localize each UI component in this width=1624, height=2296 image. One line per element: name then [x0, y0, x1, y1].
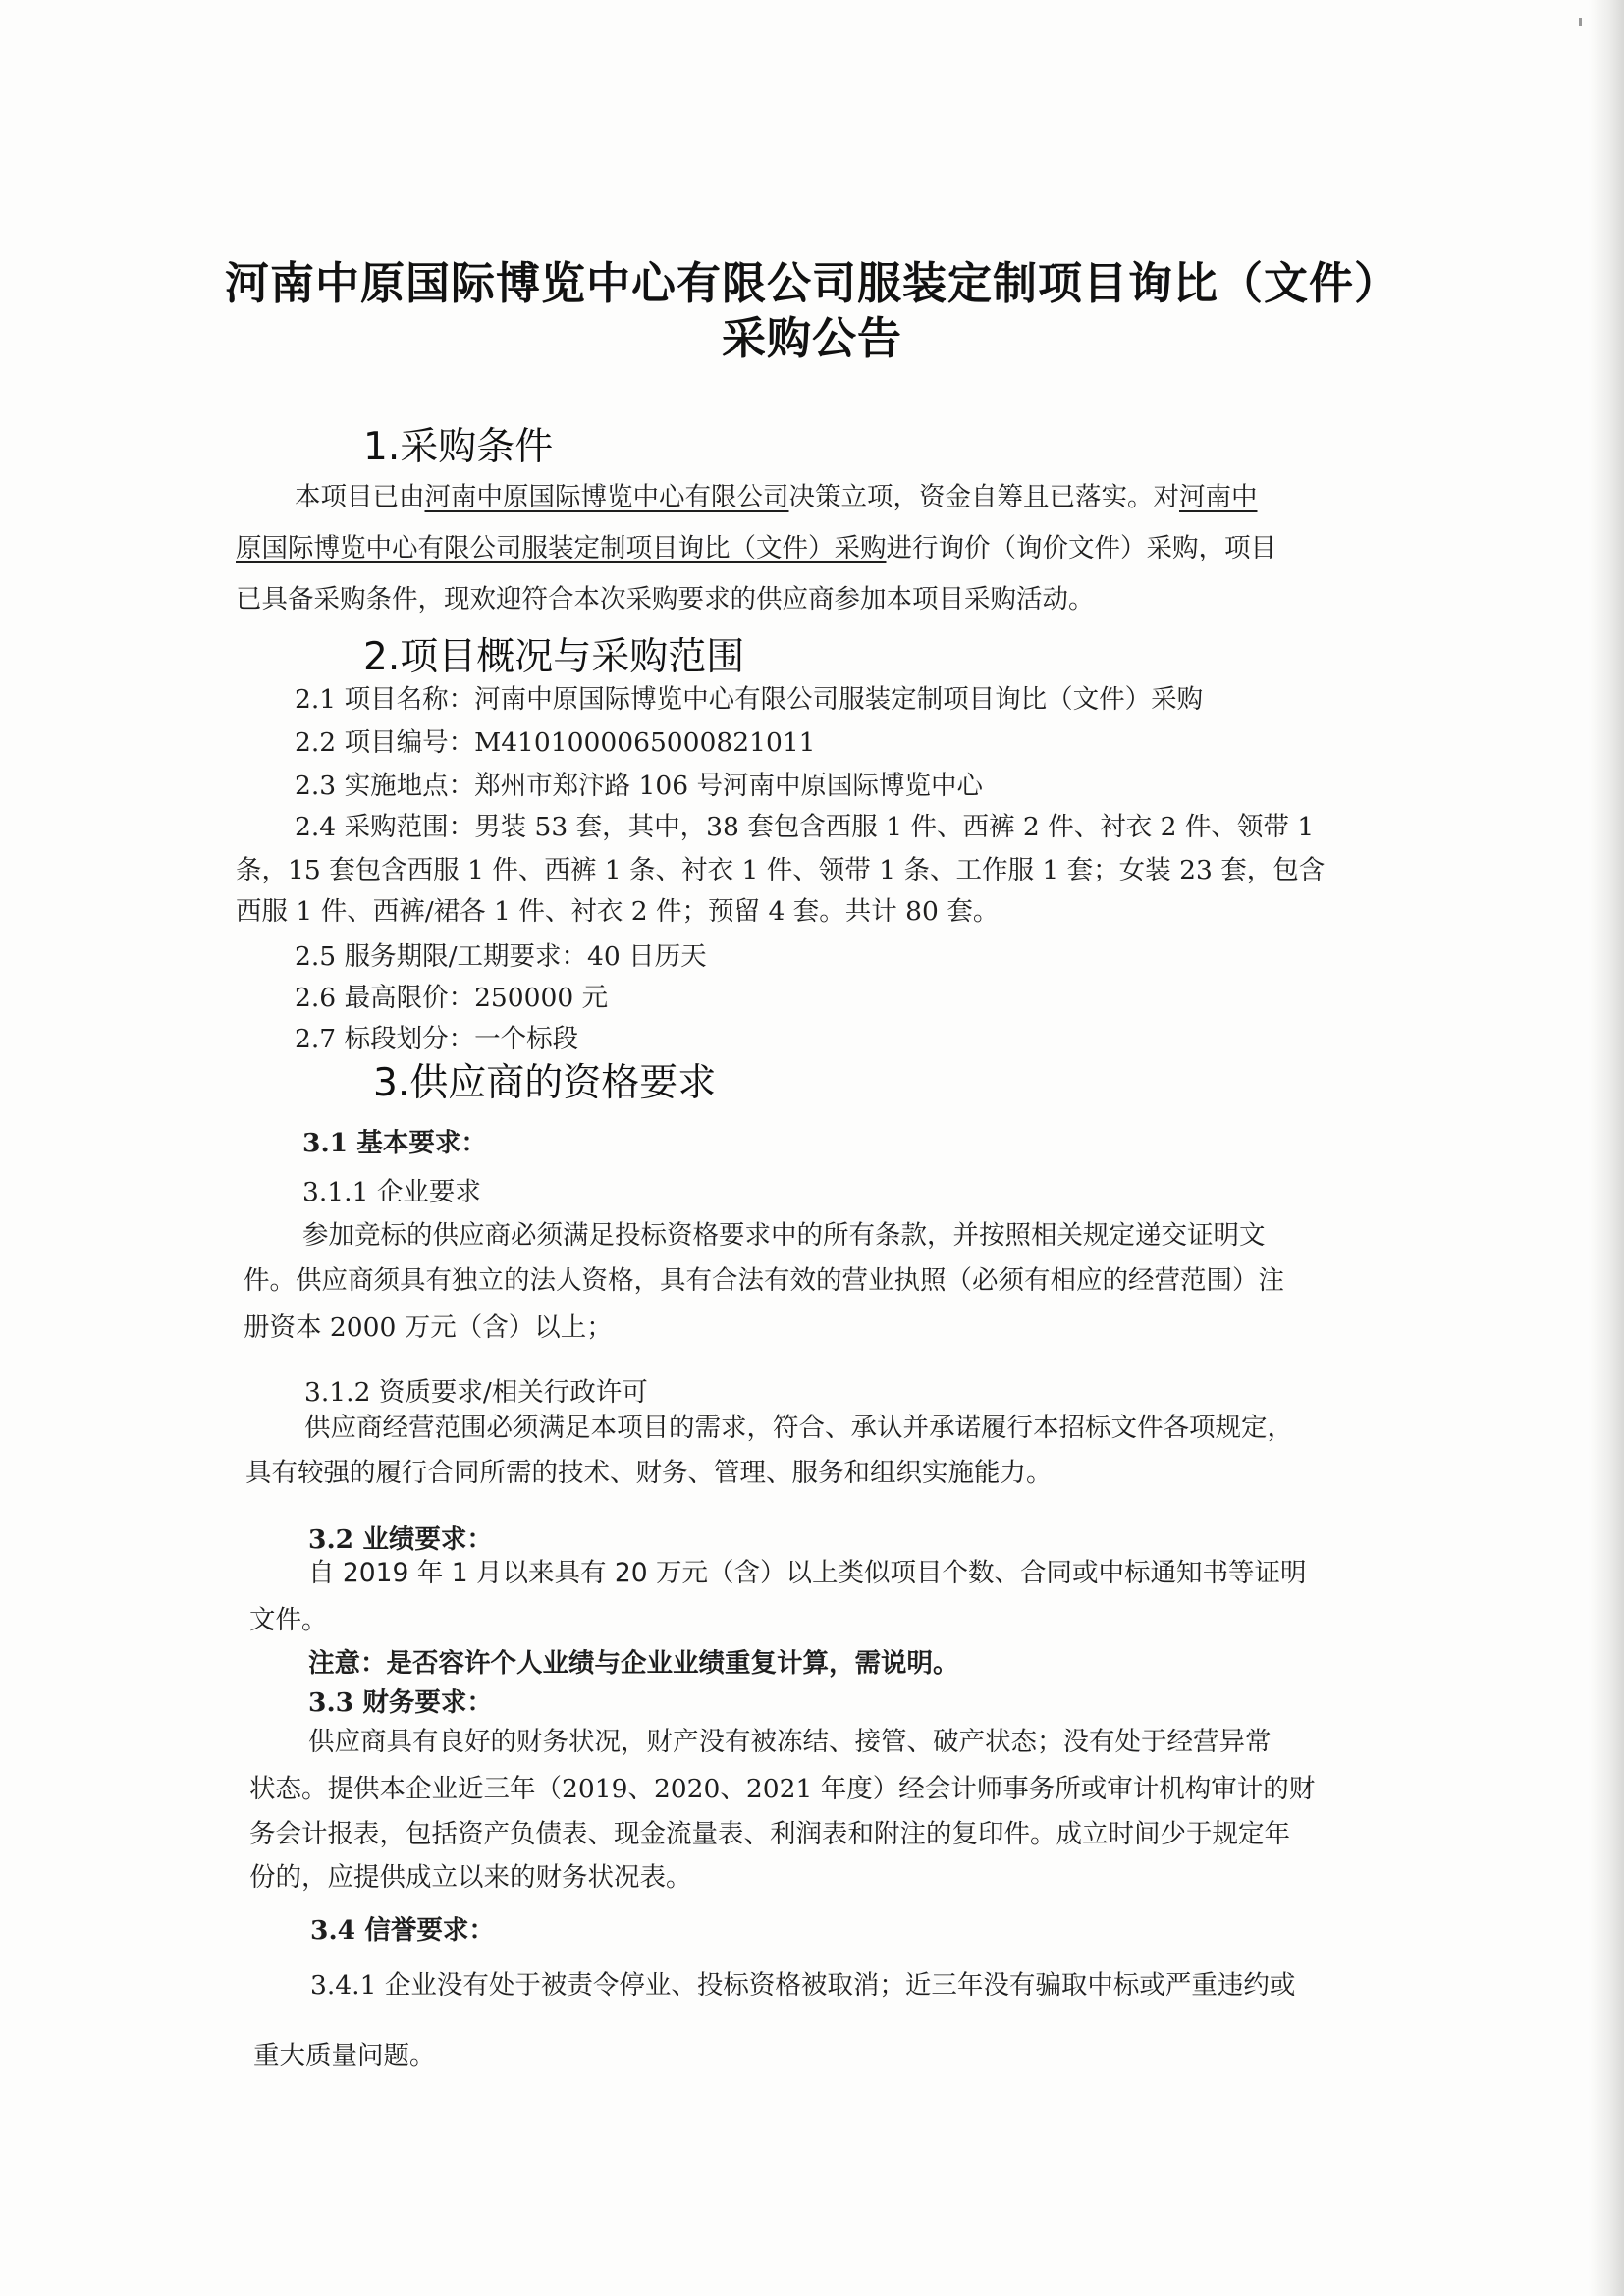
item-2-4-line1: 2.4 采购范围：男装 53 套，其中，38 套包含西服 1 件、西裤 2 件、衬衣 2 件、领带 1 [295, 812, 1315, 842]
p-3-3-line2: 状态。提供本企业近三年（2019、2020、2021 年度）经会计师事务所或审计机构审计的财 [249, 1774, 1316, 1804]
item-2-6: 2.6 最高限价：250000 元 [295, 983, 609, 1013]
heading-3-1-1: 3.1.1 企业要求 [302, 1177, 481, 1207]
item-2-1: 2.1 项目名称：河南中原国际博览中心有限公司服装定制项目询比（文件）采购 [295, 684, 1204, 715]
s1-text: 本项目已由 [295, 482, 425, 512]
heading-3-1: 3.1 基本要求： [302, 1128, 487, 1158]
s1-paragraph-line1 [295, 475, 1258, 513]
p-3-3-line3: 务会计报表，包括资产负债表、现金流量表、利润表和附注的复印件。成立时间少于规定年 [249, 1819, 1290, 1849]
p-3-2-line2: 文件。 [249, 1605, 328, 1635]
note-bold: 注意：是否容许个人业绩与企业业绩重复计算，需说明。 [308, 1648, 959, 1679]
document-title-line1: 河南中原国际博览中心有限公司服装定制项目询比（文件） [224, 257, 1399, 309]
s1-paragraph-line3: 已具备采购条件，现欢迎符合本次采购要求的供应商参加本项目采购活动。 [236, 584, 1095, 614]
item-2-7: 2.7 标段划分：一个标段 [295, 1024, 579, 1054]
item-2-3: 2.3 实施地点：郑州市郑汴路 106 号河南中原国际博览中心 [295, 771, 983, 801]
s1-project-underlined: 河南中 [1179, 482, 1258, 512]
s1-text: 进行询价（询价文件）采购，项目 [886, 533, 1276, 563]
item-2-4-line3: 西服 1 件、西裤/裙各 1 件、衬衣 2 件；预留 4 套。共计 80 套。 [236, 896, 1000, 927]
section-3-heading: 3.供应商的资格要求 [373, 1061, 717, 1105]
item-2-5: 2.5 服务期限/工期要求：40 日历天 [295, 941, 707, 972]
document-title-line2: 采购公告 [721, 312, 902, 364]
s1-project-underlined: 原国际博览中心有限公司服装定制项目询比（文件）采购 [236, 533, 887, 563]
p-3-3-line1: 供应商具有良好的财务状况，财产没有被冻结、接管、破产状态；没有处于经营异常 [308, 1727, 1272, 1757]
p-3-1-1-line3: 册资本 2000 万元（含）以上； [244, 1312, 613, 1343]
s1-paragraph-line2 [236, 526, 1276, 564]
section-1-heading: 1.采购条件 [363, 425, 554, 469]
heading-3-3: 3.3 财务要求： [308, 1687, 493, 1718]
scan-mark [1579, 18, 1582, 26]
p-3-3-line4: 份的，应提供成立以来的财务状况表。 [249, 1862, 692, 1893]
p-3-1-2-line1: 供应商经营范围必须满足本项目的需求，符合、承认并承诺履行本招标文件各项规定， [304, 1413, 1293, 1443]
heading-3-4: 3.4 信誉要求： [310, 1915, 495, 1946]
p-3-2-line1: 自 2019 年 1 月以来具有 20 万元（含）以上类似项目个数、合同或中标通知书等证明 [308, 1558, 1307, 1588]
heading-3-2: 3.2 业绩要求： [308, 1524, 493, 1555]
p-3-1-1-line2: 件。供应商须具有独立的法人资格，具有合法有效的营业执照（必须有相应的经营范围）注 [244, 1265, 1284, 1296]
heading-3-1-2: 3.1.2 资质要求/相关行政许可 [304, 1377, 648, 1408]
section-2-heading: 2.项目概况与采购范围 [363, 635, 745, 679]
p-3-1-1-line1: 参加竞标的供应商必须满足投标资格要求中的所有条款，并按照相关规定递交证明文 [302, 1220, 1266, 1251]
item-2-4-line2: 条，15 套包含西服 1 件、西裤 1 条、衬衣 1 件、领带 1 条、工作服 1 套；女装 23 套，包含 [236, 855, 1326, 885]
s1-text: 决策立项，资金自筹且已落实。对 [788, 482, 1179, 512]
p-3-4-1-line1: 3.4.1 企业没有处于被责令停业、投标资格被取消；近三年没有骗取中标或严重违约或 [310, 1970, 1296, 2001]
p-3-4-1-line2: 重大质量问题。 [253, 2041, 436, 2071]
item-2-2: 2.2 项目编号：M4101000065000821011 [295, 727, 816, 758]
p-3-1-2-line2: 具有较强的履行合同所需的技术、财务、管理、服务和组织实施能力。 [245, 1458, 1053, 1488]
s1-org-underlined: 河南中原国际博览中心有限公司 [424, 482, 789, 512]
